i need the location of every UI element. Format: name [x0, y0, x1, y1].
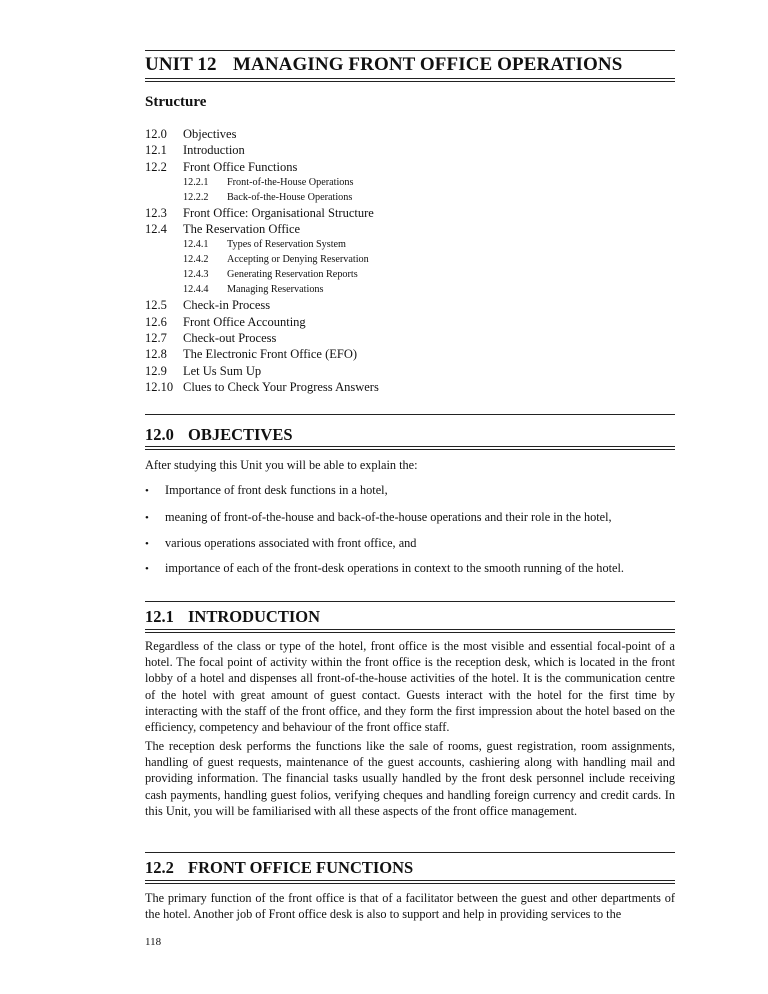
toc-subitem-title: Front-of-the-House Operations	[227, 176, 354, 188]
toc-subitem-title: Accepting or Denying Reservation	[227, 254, 369, 266]
objective-bullet	[145, 560, 675, 577]
bullet-icon: •	[145, 485, 149, 497]
toc-subitem-number: 12.4.4	[183, 284, 209, 296]
introduction-heading	[145, 607, 320, 627]
toc-item	[145, 297, 675, 313]
toc-subitem	[145, 282, 675, 297]
toc-item-number: 12.8	[145, 347, 167, 362]
toc-subitem-number: 12.2.1	[183, 176, 209, 188]
functions-paragraph-1: The primary function of the front office is that of a facilitator between the guest and other departments of the hotel. Another job of Front office desk is also to support and help in providing services to the	[145, 891, 675, 922]
toc-item-title: Clues to Check Your Progress Answers	[183, 379, 379, 394]
toc-item	[145, 205, 675, 221]
toc-item-number: 12.1	[145, 143, 167, 158]
toc-subitem	[145, 237, 675, 252]
toc-item-number: 12.0	[145, 127, 167, 141]
unit-title	[145, 54, 622, 76]
toc-item	[145, 330, 675, 346]
objectives-heading	[145, 425, 293, 445]
objective-text: meaning of front-of-the-house and back-of-the-house operations and their role in the hotel,	[165, 510, 612, 524]
objectives-top-rule	[145, 414, 675, 415]
objective-bullet	[145, 535, 675, 552]
top-rule	[145, 50, 675, 51]
introduction-number: 12.1	[145, 607, 174, 626]
objectives-underline	[145, 446, 675, 450]
toc-subitem-title: Types of Reservation System	[227, 239, 346, 251]
introduction-paragraph-1: Regardless of the class or type of the hotel, front office is the most visible and essential focal-point of a hotel. The focal point of activity within the front office is the reception desk, which is located in the front lobby of a hotel and dispenses all front-of-the-house activities of the hotel. It is the communication centre of the hotel with great amount of guest contact. Guests interact with the hotel for the first time by interacting with the staff of the front office, and they form the first impression about the hotel based on the efficiency, competency and behaviour of the front office staff.	[145, 639, 675, 735]
unit-title-text: MANAGING FRONT OFFICE OPERATIONS	[233, 54, 623, 75]
toc-item	[145, 314, 675, 330]
toc-item-number: 12.4	[145, 222, 167, 237]
toc-item-title: Front Office Functions	[183, 159, 298, 174]
toc-item-title: Let Us Sum Up	[183, 363, 262, 378]
toc-item-title: Front Office: Organisational Structure	[183, 205, 374, 220]
objectives-intro: After studying this Unit you will be able to explain the:	[145, 458, 418, 472]
toc-item	[145, 221, 675, 237]
toc-item-number: 12.6	[145, 314, 167, 329]
toc-item	[145, 363, 675, 379]
objective-bullet	[145, 482, 675, 499]
toc-item-number: 12.3	[145, 205, 167, 220]
objectives-number: 12.0	[145, 425, 174, 444]
toc-item-number: 12.10	[145, 379, 174, 394]
unit-number: UNIT 12	[145, 54, 217, 75]
toc-subitem-title: Back-of-the-House Operations	[227, 191, 353, 203]
toc-subitem-number: 12.4.2	[183, 254, 209, 266]
bullet-icon: •	[145, 512, 149, 524]
objective-text: various operations associated with front office, and	[165, 536, 417, 550]
toc-item	[145, 142, 675, 158]
functions-underline	[145, 880, 675, 884]
structure-heading: Structure	[145, 94, 207, 110]
page-number: 118	[145, 936, 162, 948]
toc-item	[145, 126, 675, 142]
toc-subitem	[145, 190, 675, 205]
toc-item-title: Introduction	[183, 143, 245, 158]
introduction-paragraph-2: The reception desk performs the functions like the sale of rooms, guest registration, room assignments, handling of guest requests, maintenance of the guest accounts, cashiering along with handling mail and providing information. The financial tasks usually handled by the front desk personnel include receiving cash payments, handling guest folios, verifying cheques and handling foreign currency and credit cards. In this Unit, you will be familiarised with all these aspects of the front office management.	[145, 739, 675, 818]
toc-item-number: 12.7	[145, 331, 167, 346]
toc-subitem-title: Generating Reservation Reports	[227, 269, 358, 281]
unit-title-underline	[145, 78, 675, 82]
toc-item-title: Front Office Accounting	[183, 314, 306, 329]
toc-item-title: Objectives	[183, 127, 237, 141]
toc-subitem	[145, 252, 675, 267]
toc-item	[145, 346, 675, 362]
toc-item	[145, 379, 675, 395]
toc-subitem	[145, 267, 675, 282]
toc-subitem-number: 12.4.1	[183, 239, 209, 251]
bullet-icon: •	[145, 563, 149, 575]
toc-item-number: 12.5	[145, 298, 167, 313]
toc-item-number: 12.9	[145, 363, 167, 378]
toc-item-number: 12.2	[145, 159, 167, 174]
introduction-title: INTRODUCTION	[188, 607, 321, 626]
objectives-title: OBJECTIVES	[188, 425, 293, 444]
introduction-underline	[145, 629, 675, 633]
toc-item-title: Check-in Process	[183, 298, 271, 313]
table-of-contents	[145, 126, 675, 395]
objective-text: importance of each of the front-desk operations in context to the smooth running of the hotel.	[165, 561, 624, 575]
toc-item-title: The Electronic Front Office (EFO)	[183, 347, 358, 362]
objective-text: Importance of front desk functions in a hotel,	[165, 483, 388, 497]
toc-item	[145, 159, 675, 175]
toc-subitem	[145, 175, 675, 190]
objective-bullet	[145, 509, 675, 526]
functions-title: FRONT OFFICE FUNCTIONS	[188, 858, 414, 877]
toc-item-title: The Reservation Office	[183, 222, 301, 237]
bullet-icon: •	[145, 538, 149, 550]
functions-number: 12.2	[145, 858, 174, 877]
functions-top-rule	[145, 852, 675, 853]
introduction-top-rule	[145, 601, 675, 602]
functions-heading	[145, 858, 413, 878]
toc-subitem-number: 12.2.2	[183, 191, 209, 203]
toc-subitem-title: Managing Reservations	[227, 284, 324, 296]
toc-subitem-number: 12.4.3	[183, 269, 209, 281]
toc-item-title: Check-out Process	[183, 331, 277, 346]
